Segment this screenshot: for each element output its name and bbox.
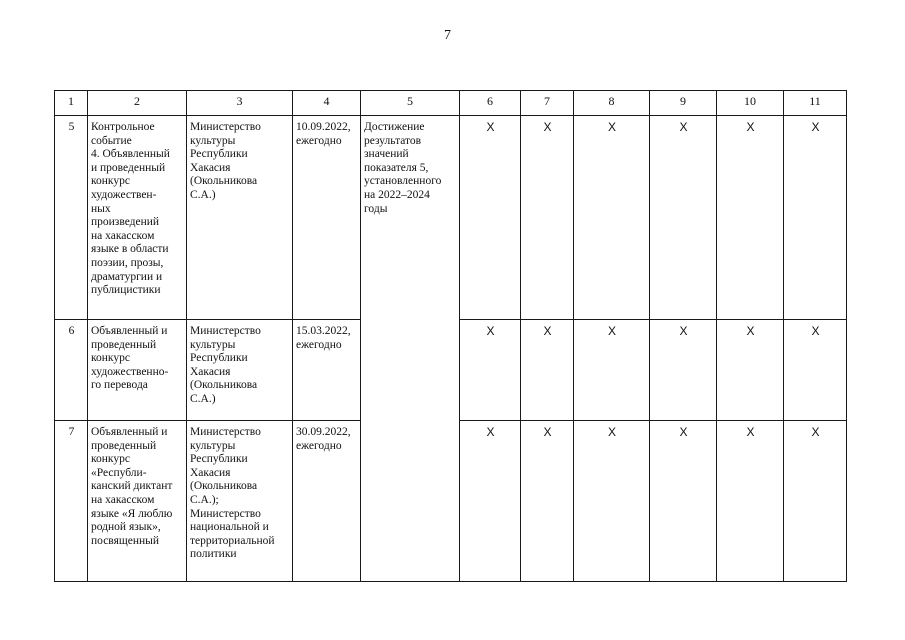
deadline-date: 15.03.2022, ежегодно xyxy=(293,320,361,421)
header-cell-7: 7 xyxy=(521,91,574,116)
mark-cell: Х xyxy=(650,421,717,582)
mark-cell: Х xyxy=(574,320,650,421)
mark-cell: Х xyxy=(521,421,574,582)
mark-cell: Х xyxy=(521,116,574,320)
mark-cell: Х xyxy=(717,320,784,421)
mark-cell: Х xyxy=(460,320,521,421)
header-cell-10: 10 xyxy=(717,91,784,116)
expected-result: Достижение результатов значений показателя 5, установленного на 2022–2024 годы xyxy=(361,116,460,582)
mark-cell: Х xyxy=(574,421,650,582)
row-number: 7 xyxy=(55,421,88,582)
header-cell-9: 9 xyxy=(650,91,717,116)
responsible-executor: Министерство культуры Республики Хакасия (Окольникова С.А.); Министерство национальной и территориальной политики xyxy=(187,421,293,582)
header-cell-6: 6 xyxy=(460,91,521,116)
responsible-executor: Министерство культуры Республики Хакасия (Окольникова С.А.) xyxy=(187,320,293,421)
mark-cell: Х xyxy=(521,320,574,421)
event-name: Контрольное событие 4. Объявленный и проведенный конкурс художествен- ных произведений на хакасском языке в области поэзии, прозы, драматургии и публицистики xyxy=(88,116,187,320)
mark-cell: Х xyxy=(784,320,847,421)
event-name: Объявленный и проведенный конкурс «Республи- канский диктант на хакасском языке «Я люблю родной язык», посвященный xyxy=(88,421,187,582)
deadline-date: 10.09.2022, ежегодно xyxy=(293,116,361,320)
deadline-date: 30.09.2022, ежегодно xyxy=(293,421,361,582)
mark-cell: Х xyxy=(784,421,847,582)
row-number: 6 xyxy=(55,320,88,421)
mark-cell: Х xyxy=(784,116,847,320)
mark-cell: Х xyxy=(717,116,784,320)
table-row xyxy=(55,116,847,320)
mark-cell: Х xyxy=(650,116,717,320)
header-cell-5: 5 xyxy=(361,91,460,116)
header-cell-11: 11 xyxy=(784,91,847,116)
mark-cell: Х xyxy=(574,116,650,320)
mark-cell: Х xyxy=(717,421,784,582)
responsible-executor: Министерство культуры Республики Хакасия (Окольникова С.А.) xyxy=(187,116,293,320)
mark-cell: Х xyxy=(650,320,717,421)
header-cell-2: 2 xyxy=(88,91,187,116)
event-name: Объявленный и проведенный конкурс художественно- го перевода xyxy=(88,320,187,421)
header-cell-4: 4 xyxy=(293,91,361,116)
plan-table xyxy=(54,90,847,582)
header-cell-8: 8 xyxy=(574,91,650,116)
header-cell-3: 3 xyxy=(187,91,293,116)
header-row xyxy=(55,91,847,116)
row-number: 5 xyxy=(55,116,88,320)
mark-cell: Х xyxy=(460,116,521,320)
page-number: 7 xyxy=(444,28,451,43)
header-cell-1: 1 xyxy=(55,91,88,116)
mark-cell: Х xyxy=(460,421,521,582)
